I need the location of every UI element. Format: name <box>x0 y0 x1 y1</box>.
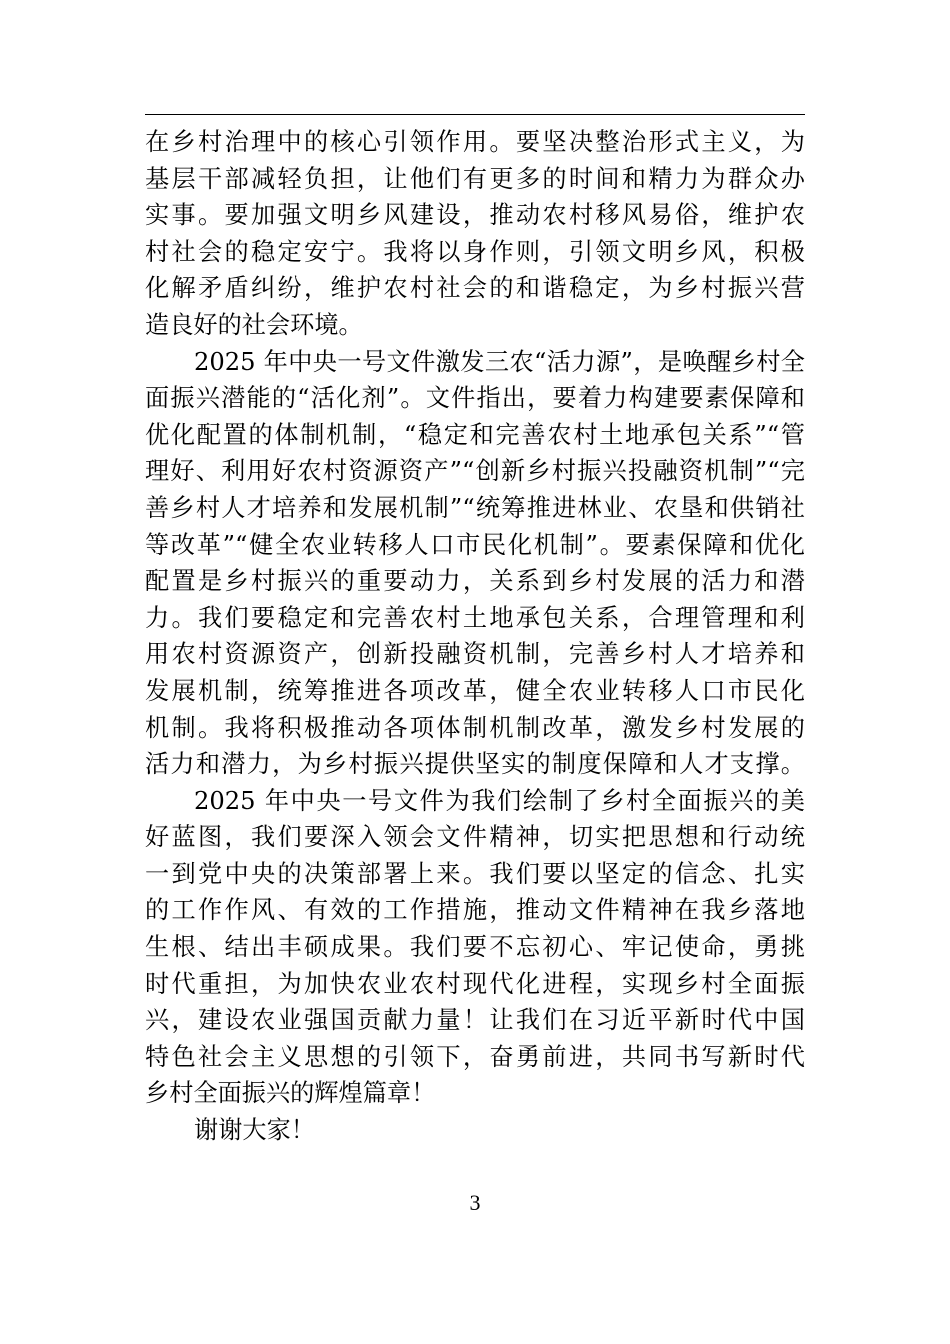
text-line: 力。我们要稳定和完善农村土地承包关系，合理管理和利 <box>145 603 805 632</box>
text-line: 善乡村人才培养和发展机制”“统筹推进林业、农垦和供销社 <box>145 493 805 522</box>
text-line: 用农村资源资产，创新投融资机制，完善乡村人才培养和 <box>145 640 805 669</box>
text-line: 在乡村治理中的核心引领作用。要坚决整治形式主义，为 <box>145 128 805 156</box>
paragraph-4 <box>145 1112 805 1149</box>
text-line: 2025 年中央一号文件激发三农“活力源”，是唤醒乡村全 <box>194 347 805 376</box>
text-line: 造良好的社会环境。 <box>145 310 363 339</box>
text-line: 乡村全面振兴的辉煌篇章！ <box>145 1079 436 1108</box>
header-rule <box>145 114 805 115</box>
text-line: 2025 年中央一号文件为我们绘制了乡村全面振兴的美 <box>194 786 805 815</box>
text-line: 机制。我将积极推动各项体制机制改革，激发乡村发展的 <box>145 713 805 742</box>
text-line: 兴，建设农业强国贡献力量！让我们在习近平新时代中国 <box>145 1006 805 1035</box>
page-number: 3 <box>469 1190 481 1215</box>
text-line: 配置是乡村振兴的重要动力，关系到乡村发展的活力和潜 <box>145 567 805 596</box>
text-line: 的工作作风、有效的工作措施，推动文件精神在我乡落地 <box>145 896 805 925</box>
text-line: 优化配置的体制机制，“稳定和完善农村土地承包关系”“管 <box>145 420 805 449</box>
text-line: 一到党中央的决策部署上来。我们要以坚定的信念、扎实 <box>145 859 805 888</box>
body-text <box>145 124 805 1149</box>
paragraph-3 <box>145 783 805 1112</box>
text-line: 理好、利用好农村资源资产”“创新乡村振兴投融资机制”“完 <box>145 457 805 486</box>
text-line: 特色社会主义思想的引领下，奋勇前进，共同书写新时代 <box>145 1042 805 1071</box>
text-line: 实事。要加强文明乡风建设，推动农村移风易俗，维护农 <box>145 201 805 230</box>
text-line: 活力和潜力，为乡村振兴提供坚实的制度保障和人才支撑。 <box>145 750 805 779</box>
text-line: 好蓝图，我们要深入领会文件精神，切实把思想和行动统 <box>145 823 805 852</box>
paragraph-2 <box>145 344 805 783</box>
text-line: 等改革”“健全农业转移人口市民化机制”。要素保障和优化 <box>145 530 805 559</box>
paragraph-1 <box>145 124 805 344</box>
text-line: 基层干部减轻负担，让他们有更多的时间和精力为群众办 <box>145 164 805 193</box>
text-line: 面振兴潜能的“活化剂”。文件指出，要着力构建要素保障和 <box>145 384 805 413</box>
text-line: 发展机制，统筹推进各项改革，健全农业转移人口市民化 <box>145 676 805 705</box>
text-line: 时代重担，为加快农业农村现代化进程，实现乡村全面振 <box>145 969 805 998</box>
text-line: 生根、结出丰硕成果。我们要不忘初心、牢记使命，勇挑 <box>145 933 805 962</box>
text-line: 村社会的稳定安宁。我将以身作则，引领文明乡风，积极 <box>145 237 805 266</box>
text-line: 化解矛盾纠纷，维护农村社会的和谐稳定，为乡村振兴营 <box>145 274 805 303</box>
closing-line: 谢谢大家！ <box>194 1116 315 1145</box>
